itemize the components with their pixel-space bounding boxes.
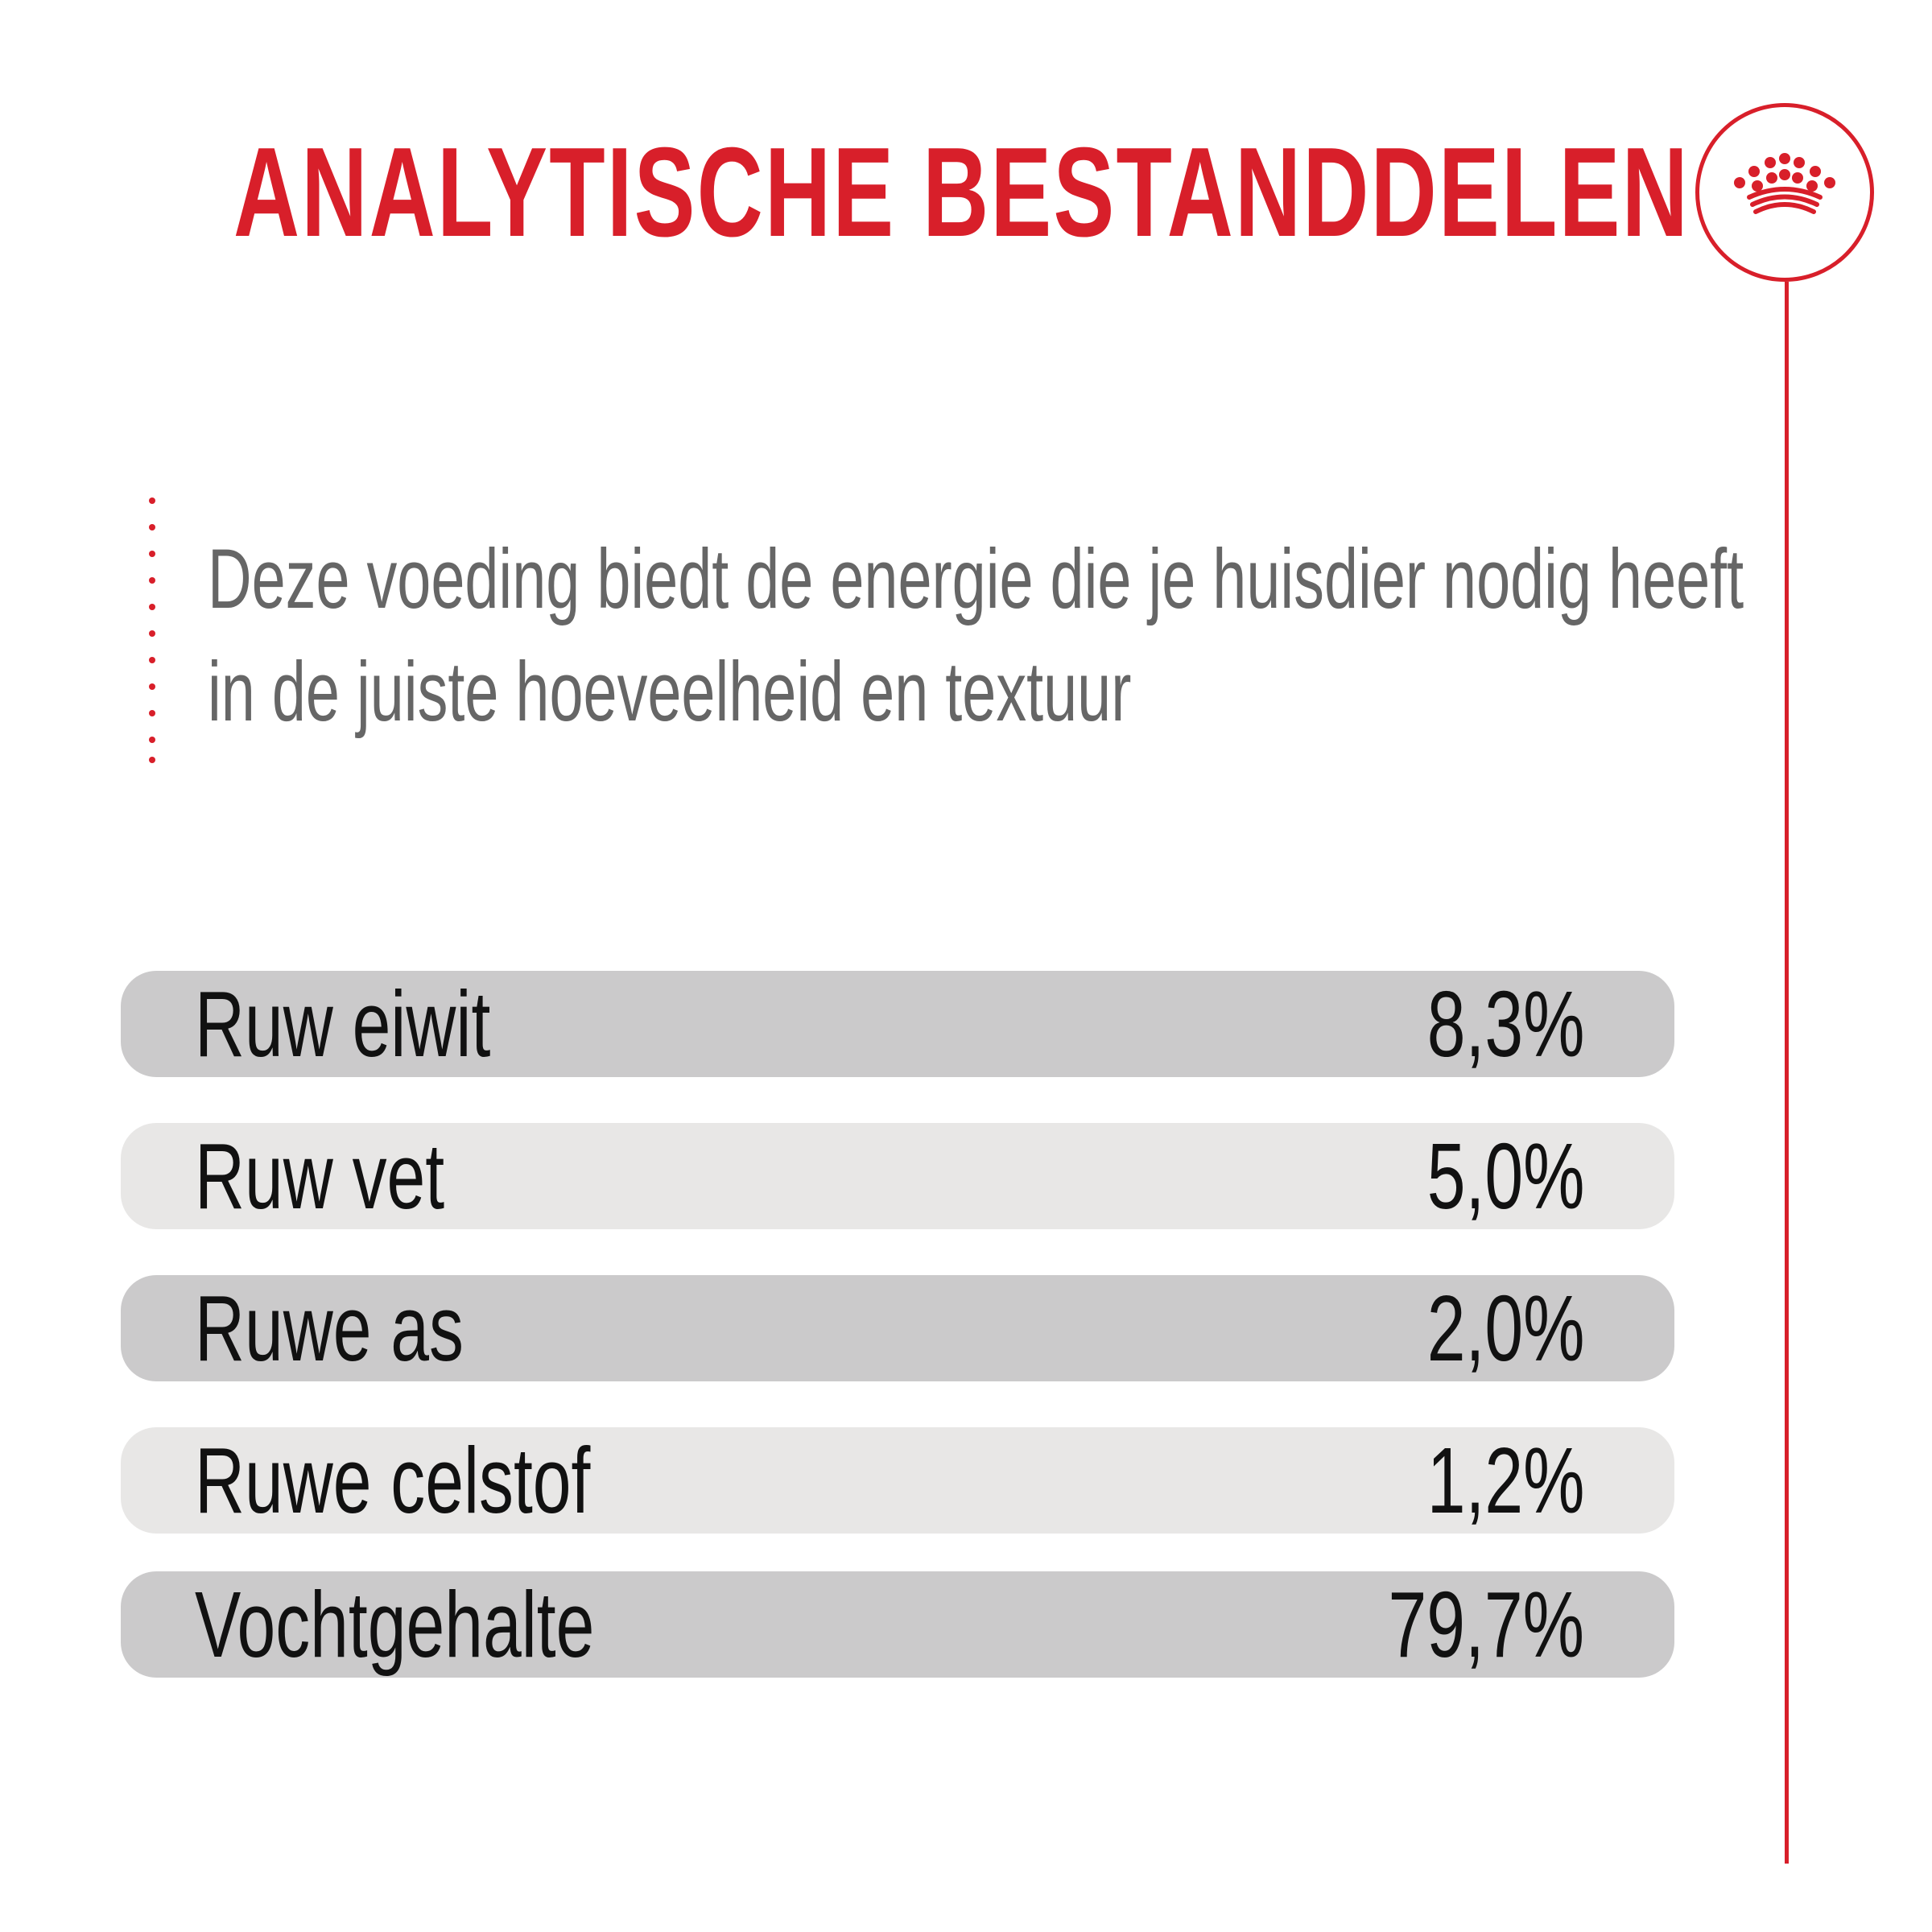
decorative-vertical-line — [1785, 282, 1789, 1864]
nutrient-value: 8,3% — [1426, 972, 1584, 1076]
nutrient-value: 79,7% — [1388, 1572, 1584, 1677]
page-title: ANALYTISCHE BESTANDDELEN — [233, 122, 1690, 263]
nutrient-row-vochtgehalte — [121, 1571, 1674, 1678]
nutrient-value: 1,2% — [1426, 1428, 1584, 1533]
nutrient-label: Vochtgehalte — [195, 1572, 595, 1677]
nutrient-label: Ruwe celstof — [195, 1428, 591, 1533]
nutrient-label: Ruwe as — [195, 1276, 464, 1381]
description-line-1: Deze voeding biedt de energie die je huisdier nodig heeft — [208, 532, 1744, 626]
nutrient-value: 2,0% — [1426, 1276, 1584, 1381]
dotted-divider — [149, 497, 157, 763]
crown-icon — [1699, 107, 1870, 278]
brand-logo — [1695, 103, 1874, 282]
description-line-2: in de juiste hoeveelheid en textuur — [208, 645, 1132, 739]
nutrient-row-ruw-vet — [121, 1123, 1674, 1229]
nutrient-row-ruw-eiwit — [121, 971, 1674, 1077]
nutrient-row-ruwe-as — [121, 1275, 1674, 1381]
description — [208, 523, 1744, 749]
nutrient-label: Ruw eiwit — [195, 972, 491, 1076]
nutrient-row-ruwe-celstof — [121, 1427, 1674, 1534]
nutrient-value: 5,0% — [1426, 1124, 1584, 1228]
nutrient-label: Ruw vet — [195, 1124, 445, 1228]
